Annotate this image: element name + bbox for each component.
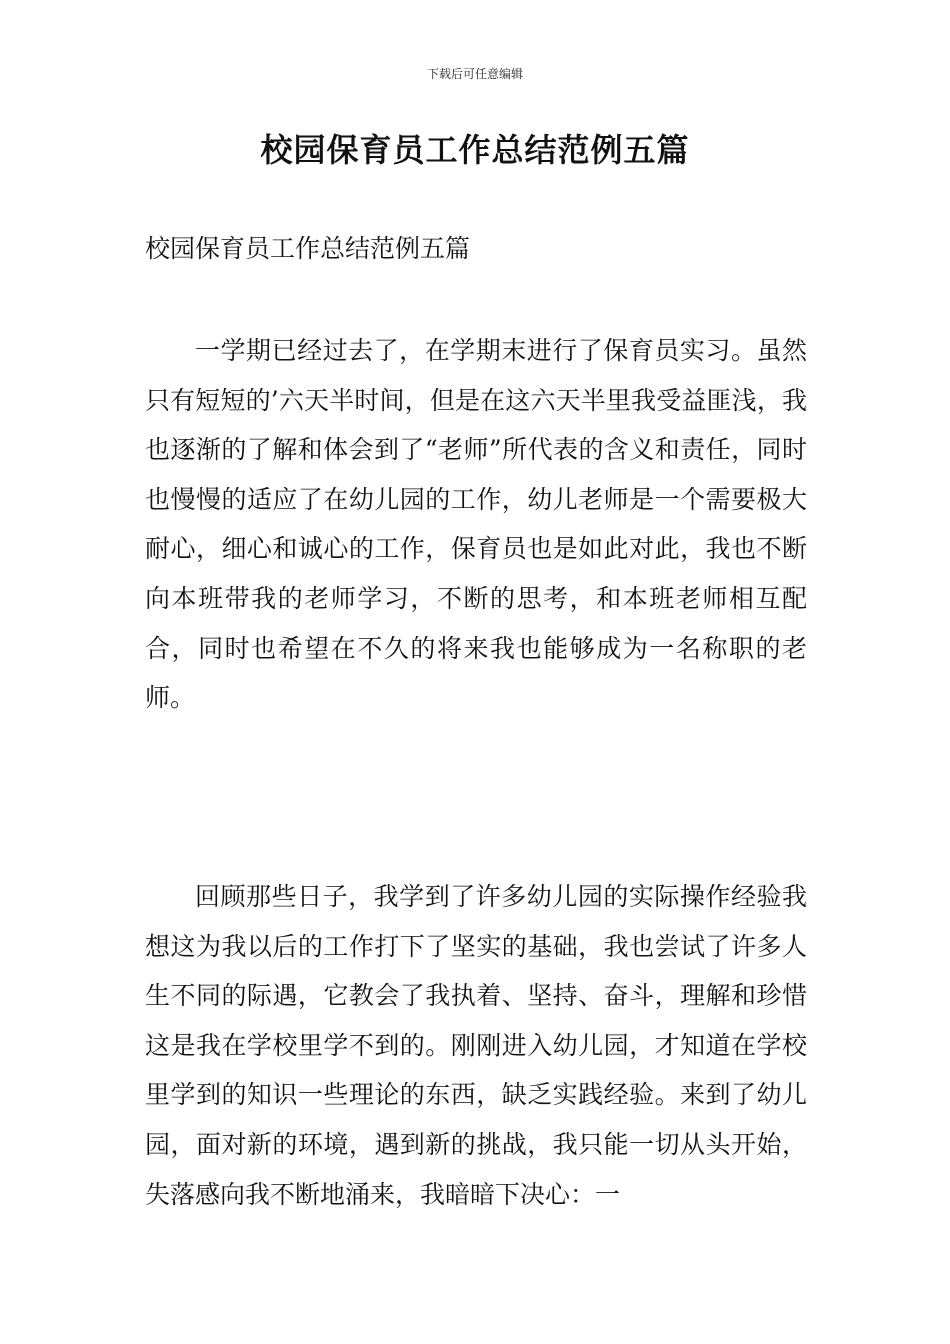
body-paragraph-2: 回顾那些日子，我学到了许多幼儿园的实际操作经验我想这为我以后的工作打下了坚实的基础，我也尝试了许多人生不同的际遇，它教会了我执着、坚持、奋斗，理解和珍惜这是我在学校里学不到的。刚刚进入幼儿园，才知道在学校里学到的知识一些理论的东西，缺乏实践经验。来到了幼儿园，面对新的环境，遇到新的挑战，我只能一切从头开始，失落感向我不断地涌来，我暗暗下决心：一 — [145, 882, 807, 1209]
header-note: 下载后可任意编辑 — [426, 67, 523, 81]
document-subtitle: 校园保育员工作总结范例五篇 — [145, 234, 471, 263]
document-title: 校园保育员工作总结范例五篇 — [260, 131, 690, 169]
body-paragraph-1: 一学期已经过去了，在学期末进行了保育员实习。虽然只有短短的’六天半时间，但是在这六天半里我受益匪浅，我也逐渐的了解和体会到了“老师”所代表的含义和责任，同时也慢慢的适应了在幼儿园的工作，幼儿老师是一个需要极大耐心，细心和诚心的工作，保育员也是如此对此，我也不断向本班带我的老师学习，不断的思考，和本班老师相互配合，同时也希望在不久的将来我也能够成为一名称职的老师。 — [145, 336, 807, 713]
